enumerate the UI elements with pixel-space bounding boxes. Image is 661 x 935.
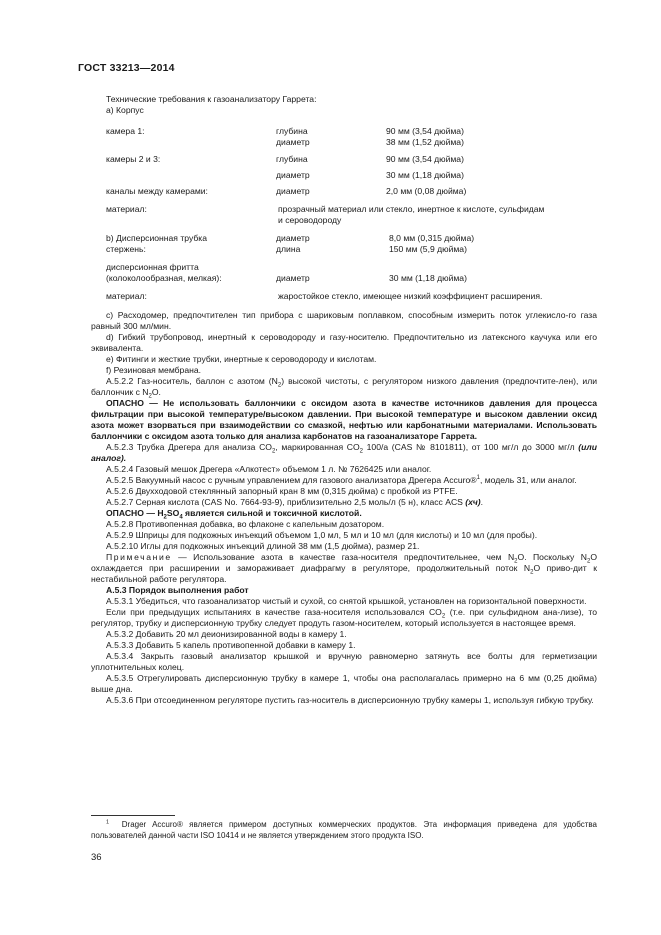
spec-r7-text1: жаростойкое стекло, имеющее низкий коэффициент расширения. (278, 291, 543, 301)
danger-sulfuric-acid (91, 508, 597, 519)
spec-r3-param1: диаметр (276, 186, 310, 196)
para-c: c) Расходомер, предпочтителен тип прибора с шариковым поплавком, способным измерить поток углекисло-го газа равный 300 мл/мин. (91, 310, 597, 331)
para-d: d) Гибкий трубопровод, инертный к сероводороду и газу-носителю. Предпочтительно из латексного каучука или его эквивалента. (91, 332, 597, 353)
para-e: e) Фитинги и жесткие трубки, инертные к сероводороду и кислотам. (106, 354, 377, 364)
spec-r1-value2: 38 мм (1,52 дюйма) (386, 137, 464, 147)
a522-sub2: 2 (148, 393, 152, 400)
a523-mid: , маркированная CO (275, 442, 360, 452)
spec-r5-param2: длина (276, 244, 301, 254)
note-sub1: 2 (514, 558, 518, 565)
a523-analog: (или аналог). (91, 442, 597, 463)
spec-r4-text2: и сероводороду (278, 215, 342, 225)
para-a532: А.5.3.2 Добавить 20 мл деионизированной воды в камеру 1. (106, 629, 347, 639)
prev-pre: Если при предыдущих испытаниях в качестве газа-носителя использовался CO (106, 607, 442, 617)
danger2-post: является сильной и токсичной кислотой. (182, 508, 362, 518)
note-t2: O. Поскольку N (517, 552, 587, 562)
note-t4: O приво-дит к нестабильной работе регулятора. (91, 563, 597, 584)
a522-pre: А.5.2.2 Газ-носитель, баллон с азотом (N (106, 376, 278, 386)
para-a531: А.5.3.1 Убедиться, что газоанализатор чистый и сухой, со снятой крышкой, установлен на горизонтальной поверхности. (106, 596, 587, 606)
para-a525 (91, 475, 597, 486)
body-text (91, 310, 597, 706)
para-f: f) Резиновая мембрана. (106, 365, 202, 375)
note-label: Примечание (106, 552, 172, 562)
spec-a-label: а) Корпус (106, 105, 144, 115)
footnote-number: 1 (106, 819, 110, 826)
para-a522 (91, 376, 597, 398)
para-a534: А.5.3.4 Закрыть газовый анализатор крышкой и вручную равномерно затянуть все болты для герметизации уплотнительных колец. (91, 651, 597, 672)
a527-post: . (480, 497, 483, 507)
spec-r1-param1: глубина (276, 126, 308, 136)
spec-r6-param1: диаметр (276, 273, 310, 283)
spec-r1-param2: диаметр (276, 137, 310, 147)
note (91, 552, 597, 585)
spec-r5-label1: b) Дисперсионная трубка (106, 233, 208, 243)
spec-r1-label: камера 1: (106, 126, 145, 136)
a522-post: O. (151, 387, 161, 397)
danger2-sub1: 2 (163, 514, 167, 521)
para-a5210: А.5.2.10 Иглы для подкожных инъекций длиной 38 мм (1,5 дюйма), размер 21. (106, 541, 420, 551)
spec-r7-label: материал: (106, 291, 147, 301)
spec-r5-label2: стержень: (106, 244, 146, 254)
a527-pre: А.5.2.7 Серная кислота (CAS No. 7664-93-9), приблизительно 2,5 моль/л (5 н), класс ACS (106, 497, 466, 507)
a522-sub1: 2 (277, 382, 282, 389)
a523-sub1: 2 (271, 448, 276, 455)
para-previous-tests (91, 607, 597, 629)
spec-r2-param2: диаметр (276, 170, 310, 180)
a525-footnote-ref: 1 (476, 475, 480, 482)
spec-r6-label1: дисперсионная фритта (106, 262, 199, 272)
danger2-pre: ОПАСНО — H (106, 508, 164, 518)
spec-r6-value1: 30 мм (1,18 дюйма) (389, 273, 467, 283)
danger2-mid: SO (166, 508, 180, 518)
section-a53-heading: А.5.3 Порядок выполнения работ (106, 585, 249, 595)
spec-intro: Технические требования к газоанализатору Гаррета: (106, 94, 317, 104)
note-t3: O охлаждается при расширении и замораживает диафрагму в регуляторе, продолжительный поток N (91, 552, 597, 573)
note-t1: — Использование азота в качестве газа-носителя предпочтительнее, чем N (171, 552, 515, 562)
para-a524: А.5.2.4 Газовый мешок Дрегера «Алкотест» объемом 1 л. № 7626425 или аналог. (106, 464, 432, 474)
a525-post: , модель 31, или аналог. (479, 475, 577, 485)
a523-post: 100/a (CAS № 8101811), от 100 мг/л до 3000 мг/л (363, 442, 579, 452)
a523-pre: А.5.2.3 Трубка Дрегера для анализа CO (106, 442, 272, 452)
spec-r2-value2: 30 мм (1,18 дюйма) (386, 170, 464, 180)
spec-r1-value1: 90 мм (3,54 дюйма) (386, 126, 464, 136)
a523-sub2: 2 (359, 448, 364, 455)
para-a533: А.5.3.3 Добавить 5 капель противопенной добавки в камеру 1. (106, 640, 356, 650)
prev-sub1: 2 (441, 613, 446, 620)
para-a535: А.5.3.5 Отрегулировать дисперсионную трубку в камере 1, чтобы она располагалась примерно на 6 мм (0,25 дюйма) выше дна. (91, 673, 597, 694)
note-sub3: 2 (530, 569, 534, 576)
a522-mid: ) высокой чистоты, с регулятором низкого давления (предпочтите-лен), или баллончик с N (91, 376, 598, 397)
spec-r5-value1: 8,0 мм (0,315 дюйма) (389, 233, 475, 243)
spec-r6-label2: (колоколообразная, мелкая): (106, 273, 222, 283)
standard-header: ГОСТ 33213—2014 (78, 62, 175, 74)
spec-r2-param1: глубина (276, 154, 308, 164)
note-sub2: 2 (586, 558, 591, 565)
para-a536: А.5.3.6 При отсоединенном регуляторе пустить газ-носитель в дисперсионную трубку камеры 1, используя гибкую трубку. (106, 695, 594, 705)
spec-r2-value1: 90 мм (3,54 дюйма) (386, 154, 464, 164)
spec-r2-label: камеры 2 и 3: (106, 154, 161, 164)
spec-r3-label: каналы между камерами: (106, 186, 208, 196)
danger-nitrous-oxide: ОПАСНО — Не использовать баллончики с оксидом азота в качестве источников давления для процесса фильтрации при высокой температуре/высоком давлении. При высокой температуре и высоком давлении оксид азота может взорваться при взаимодействии со смазкой, нефтью или карбонатными материалами. Использовать баллончики с оксидом азота только для анализа карбонатов на газоанализаторе Гаррета. (91, 398, 597, 441)
spec-r4-text1: прозрачный материал или стекло, инертное к кислоте, сульфидам (278, 204, 545, 214)
a527-grade: (хч) (465, 497, 481, 507)
page-number: 36 (91, 852, 102, 863)
spec-r5-value2: 150 мм (5,9 дюйма) (389, 244, 467, 254)
footnote-separator (91, 815, 175, 816)
footnote (91, 820, 597, 841)
para-a523 (91, 442, 597, 464)
spec-r3-value1: 2,0 мм (0,08 дюйма) (386, 186, 467, 196)
para-a528: А.5.2.8 Противопенная добавка, во флаконе с капельным дозатором. (106, 519, 385, 529)
para-a527 (91, 497, 597, 508)
spec-r4-label: материал: (106, 204, 147, 214)
para-a529: А.5.2.9 Шприцы для подкожных инъекций объемом 1,0 мл, 5 мл и 10 мл (для кислоты) и 10 мл (для пробы). (106, 530, 538, 540)
danger2-sub2: 4 (179, 514, 183, 521)
footnote-text: Drager Accuro® является примером доступных коммерческих продуктов. Эта информация приведена для удобства пользователей данной части ISO 10414 и не является утверждением этого продукта ISO. (91, 820, 597, 840)
para-a526: А.5.2.6 Двухходовой стеклянный запорный кран 8 мм (0,315 дюйма) с пробкой из PTFE. (106, 486, 458, 496)
spec-r5-param1: диаметр (276, 233, 310, 243)
a525-pre: А.5.2.5 Вакуумный насос с ручным управлением для газового анализатора Дрегера Accuro® (106, 475, 477, 485)
prev-post: (т.е. при сульфидном ана-лизе), то регулятор, трубку и дисперсионную трубку следует продуть газом-носителем, который используется в настоящее время. (91, 607, 597, 628)
